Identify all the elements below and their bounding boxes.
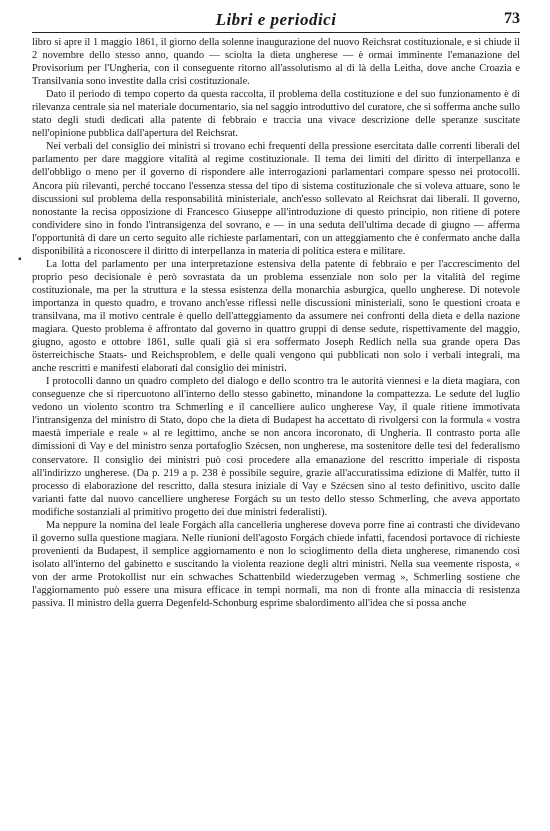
paragraph: La lotta del parlamento per una interpretazione estensiva della patente di febbraio e per l'accrescimento del proprio peso decisionale è però sovrastata da un problema essenziale non solo per la vitalità del regime costituzionale, ma per la struttura e la stessa esistenza della monarchia asburgica, quello ungherese. Di notevole importanza in questo quadro, e trovano anch'esse riflessi nelle discussioni ministeriali, sono le questioni croata e transilvana, ma il motivo centrale è quello dell'atteggiamento da assumere nei confronti della dieta e della nazione magiara. Questo problema è affrontato dal governo in quattro gruppi di dense sedute, rispettivamente del maggio, giugno, agosto e ottobre 1861, sulle quali già si era soffermato Joseph Redlich nella sua grande opera Das österreichische Staats- und Reichsproblem, e delle quali vengono qui pubblicati non solo i verbali integrali, ma anche rescritti e manifesti elaborati dal consiglio dei ministri.	[32, 258, 520, 375]
running-head-title: Libri e periodici	[215, 10, 337, 29]
page-number: 73	[504, 10, 520, 27]
margin-mark: ▪	[18, 254, 22, 265]
paragraph: Nei verbali del consiglio dei ministri si trovano echi frequenti della pressione esercitata dalle correnti liberali del parlamento per dare maggiore vitalità al regime costituzionale. Il tema dei limiti del diritto di interpellanza e dell'obbligo o meno per il governo di rispondere alle interrogazioni parlamentari compare spesso nei protocolli. Ancora più rilevanti, perché toccano l'essenza stessa del tipo di sistema costituzionale che si voleva attuare, sono le discussioni sul problema della responsabilità ministeriale, anch'esso sollevato al Reichsrat dai liberali. Il governo, nonostante la recisa opposizione di Francesco Giuseppe all'introduzione di questo principio, non ritiene di potere condividere sino in fondo l'intransigenza del sovrano, e — in una seduta dell'ultima decade di giugno — afferma l'opportunità di dare un certo seguito alle richieste parlamentari, con un atteggiamento che è confermato anche dalla disponibilità a riconoscere il diritto di interpellanza in materia di politica estera e militare.	[32, 141, 520, 257]
paragraph: Dato il periodo di tempo coperto da questa raccolta, il problema della costituzione e del suo funzionamento è di rilevanza centrale sia nel materiale documentario, sia nel saggio introduttivo del curatore, che si sofferma anche sullo stato degli studi dedicati alla patente di febbraio e traccia una vivace descrizione delle speranze suscitate nell'opinione pubblica dall'apertura del Reichsrat.	[32, 89, 520, 140]
paragraph: I protocolli danno un quadro completo del dialogo e dello scontro tra le autorità viennesi e la dieta magiara, con conseguenze che si ripercuotono all'interno dello stesso gabinetto, minandone la compattezza. Le sedute del luglio vedono un violento scontro tra Schmerling e il cancelliere aulico ungherese Vay, il quale ritiene immotivata l'intransigenza del ministro di Stato, dopo che la dieta di Budapest ha accettato di rivolgersi con la formula « vostra maestà imperiale e reale » al re legittimo, anche se non ancora incoronato, di Ungheria. Il contrasto porta alle dimissioni di Vay e del ministro senza portafoglio Szécsen, non ungherese, ma sostenitore delle tesi del federalismo conservatore. Il consiglio dei ministri può così procedere alla emanazione del rescritto imperiale di risposta all'indirizzo ungherese. (Da p. 219 a p. 238 è possibile seguire, grazie all'accuratissima edizione di Malfèr, tutto il processo di elaborazione del rescritto, dalla stesura iniziale di Vay e Szécsen sino al testo definitivo, uscito dalle varianti fatte dal nuovo cancelliere ungherese Forgách su un testo dello stesso Schmerling, che aveva apportato modifiche sostanziali al primitivo progetto dei due ministri federalisti).	[32, 376, 520, 518]
running-head	[32, 10, 520, 33]
paragraph: Ma neppure la nomina del leale Forgách alla cancelleria ungherese doveva porre fine ai contrasti che dividevano il governo sulla questione magiara. Nelle riunioni dell'agosto Forgách chiede infatti, facendosi portavoce di richieste provenienti da Budapest, il semplice aggiornamento e non lo scioglimento della dieta ungherese, rimanendo così isolato all'interno del gabinetto e suscitando la violenta reazione degli altri ministri. Nella sua veemente risposta, « von der arme Protokollist nur ein schwaches Schattenbild wiederzugeben vermag », Schmerling sostiene che l'aggiornamento può essere una misura efficace in tempi normali, ma non di fronte alla minaccia di resistenza passiva. Il ministro della guerra Degenfeld-Schonburg esprime sbalordimento all'idea che si possa anche	[32, 519, 520, 610]
paragraph: libro si apre il 1 maggio 1861, il giorno della solenne inaugurazione del nuovo Reichsrat costituzionale, e si chiude il 2 novembre dello stesso anno, quando — sciolta la dieta ungherese — è ormai imminente l'emanazione del Provisorium per l'Ungheria, con il conseguente ritorno all'assolutismo al di là della Leitha, dove anche Croazia e Transilvania sono investite dalla crisi costituzionale.	[32, 37, 520, 88]
body-text	[32, 36, 520, 610]
